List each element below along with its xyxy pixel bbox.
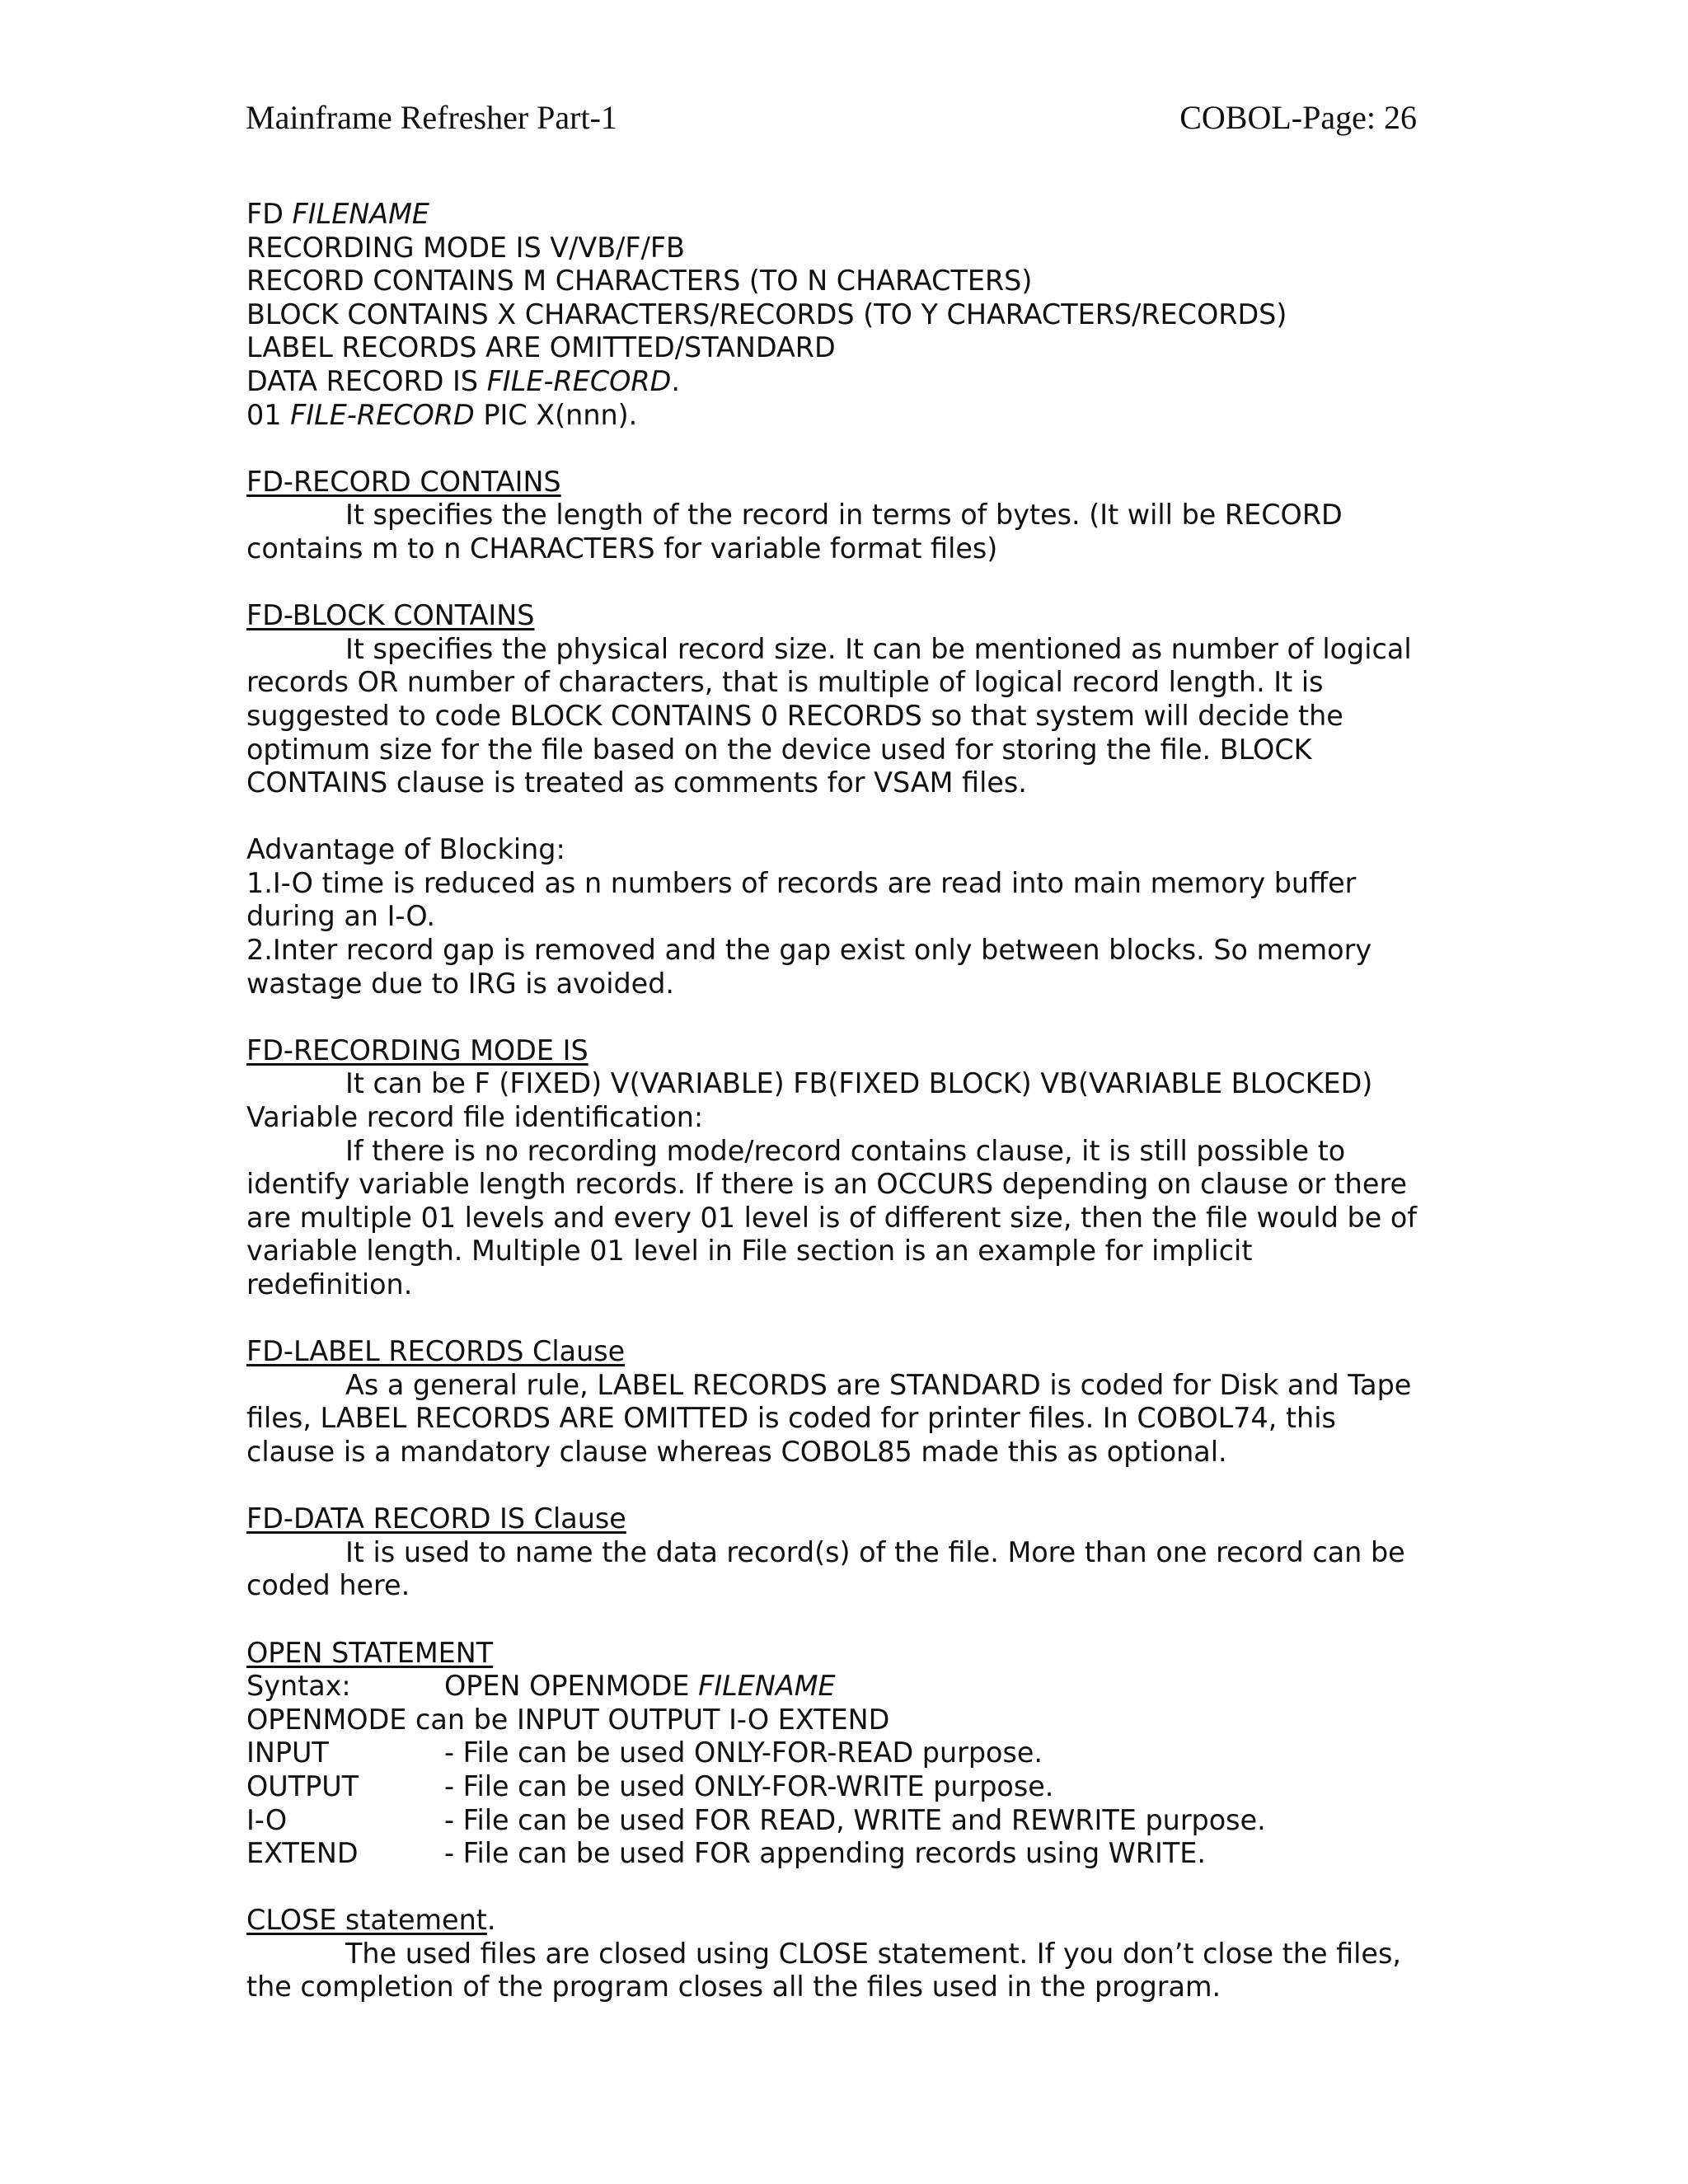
open-mode-desc: - File can be used ONLY-FOR-READ purpose. xyxy=(444,1736,1043,1769)
section-paragraph: As a general rule, LABEL RECORDS are STANDARD is coded for Disk and Tape files, LABEL RECORDS ARE OMITTED is coded for printer files. In COBOL74, this clause is a mandatory clause whereas COBOL85 made this as optional. xyxy=(246,1368,1412,1468)
fd-keyword: FD xyxy=(246,198,293,230)
section-heading: OPEN STATEMENT xyxy=(246,1636,494,1669)
section-heading: FD-DATA RECORD IS Clause xyxy=(246,1502,626,1535)
section-paragraph: It is used to name the data record(s) of the file. More than one record can be coded here. xyxy=(246,1535,1405,1602)
section-paragraph: The used files are closed using CLOSE statement. If you don’t close the files, the completion of the program closes all the files used in the program. xyxy=(246,1937,1401,2004)
syntax-row xyxy=(246,1670,1425,1704)
open-mode-name: OUTPUT xyxy=(246,1769,359,1802)
section-heading-line xyxy=(246,1904,1425,1938)
fd-syntax-line: LABEL RECORDS ARE OMITTED/STANDARD xyxy=(246,331,836,364)
section-heading: FD-BLOCK CONTAINS xyxy=(246,599,535,632)
open-mode-row xyxy=(246,1736,1425,1770)
open-mode-row xyxy=(246,1770,1425,1804)
syntax-italic: FILE-RECORD xyxy=(290,398,475,431)
syntax-text: OPEN OPENMODE xyxy=(444,1670,699,1703)
fd-syntax-line: RECORDING MODE IS V/VB/F/FB xyxy=(246,231,685,264)
section-blocking-advantages xyxy=(246,833,1425,1001)
section-record-contains xyxy=(246,466,1425,566)
fd-filename: FILENAME xyxy=(292,198,430,230)
section-heading: CLOSE statement xyxy=(246,1904,487,1937)
open-mode-name: INPUT xyxy=(246,1736,329,1769)
list-item: 1.I-O time is reduced as n numbers of records are read into main memory buffer during an I-O. xyxy=(246,866,1357,933)
document-title: Mainframe Refresher Part-1 xyxy=(246,99,617,136)
open-modes-line: OPENMODE can be INPUT OUTPUT I-O EXTEND xyxy=(246,1703,890,1736)
section-paragraph: It specifies the physical record size. It can be mentioned as number of logical records OR number of characters, that is multiple of logical record length. It is suggested to code BLOCK CONTAINS 0 RECORDS so that system will decide the optimum size for the file based on the device used for storing the file. BLOCK CONTAINS clause is treated as comments for VSAM files. xyxy=(246,632,1412,799)
open-mode-name: I-O xyxy=(246,1803,288,1836)
section-data-record xyxy=(246,1502,1425,1603)
section-block-contains xyxy=(246,599,1425,800)
section-close-statement xyxy=(246,1904,1425,2004)
open-mode-desc: - File can be used ONLY-FOR-WRITE purpose. xyxy=(444,1769,1054,1802)
fd-syntax-line: BLOCK CONTAINS X CHARACTERS/RECORDS (TO Y CHARACTERS/RECORDS) xyxy=(246,298,1287,330)
fd-syntax-line xyxy=(246,365,1425,399)
list-item: 2.Inter record gap is removed and the gap exist only between blocks. So memory wastage due to IRG is avoided. xyxy=(246,934,1372,1000)
open-mode-name: EXTEND xyxy=(246,1837,359,1870)
fd-syntax-block xyxy=(246,198,1425,432)
document-body xyxy=(246,198,1425,2004)
syntax-italic: FILENAME xyxy=(698,1670,836,1703)
syntax-value xyxy=(444,1670,836,1704)
syntax-label: Syntax: xyxy=(246,1670,351,1703)
section-heading: Advantage of Blocking: xyxy=(246,833,565,866)
section-heading: FD-RECORD CONTAINS xyxy=(246,465,561,498)
syntax-text: PIC X(nnn). xyxy=(474,398,638,431)
subheading: Variable record file identification: xyxy=(246,1101,704,1134)
open-mode-desc: - File can be used FOR READ, WRITE and REWRITE purpose. xyxy=(444,1803,1266,1836)
open-mode-row xyxy=(246,1804,1425,1838)
syntax-text: . xyxy=(671,364,680,397)
fd-syntax-line xyxy=(246,198,1425,232)
section-label-records xyxy=(246,1335,1425,1469)
section-heading: FD-LABEL RECORDS Clause xyxy=(246,1335,626,1368)
section-open-statement xyxy=(246,1637,1425,1871)
open-mode-desc: - File can be used FOR appending records using WRITE. xyxy=(444,1837,1206,1870)
fd-syntax-line: RECORD CONTAINS M CHARACTERS (TO N CHARACTERS) xyxy=(246,265,1033,298)
fd-syntax-line xyxy=(246,399,1425,433)
section-paragraph: It specifies the length of the record in terms of bytes. (It will be RECORD contains m to n CHARACTERS for variable format files) xyxy=(246,499,1343,565)
page-header xyxy=(246,97,1417,147)
open-mode-row xyxy=(246,1837,1425,1871)
section-heading: FD-RECORDING MODE IS xyxy=(246,1033,588,1066)
syntax-text: DATA RECORD IS xyxy=(246,364,487,397)
section-paragraph: It can be F (FIXED) V(VARIABLE) FB(FIXED BLOCK) VB(VARIABLE BLOCKED) xyxy=(345,1067,1373,1100)
section-paragraph: If there is no recording mode/record contains clause, it is still possible to identify variable length records. If there is an OCCURS depending on clause or there are multiple 01 levels and every 01 level is of different size, then the file would be of variable length. Multiple 01 level in File section is an example for implicit redefinition. xyxy=(246,1134,1418,1301)
syntax-text: 01 xyxy=(246,398,291,431)
syntax-italic: FILE-RECORD xyxy=(486,364,672,397)
section-recording-mode xyxy=(246,1034,1425,1302)
heading-suffix: . xyxy=(486,1904,496,1937)
page-number: COBOL-Page: 26 xyxy=(1179,99,1417,136)
